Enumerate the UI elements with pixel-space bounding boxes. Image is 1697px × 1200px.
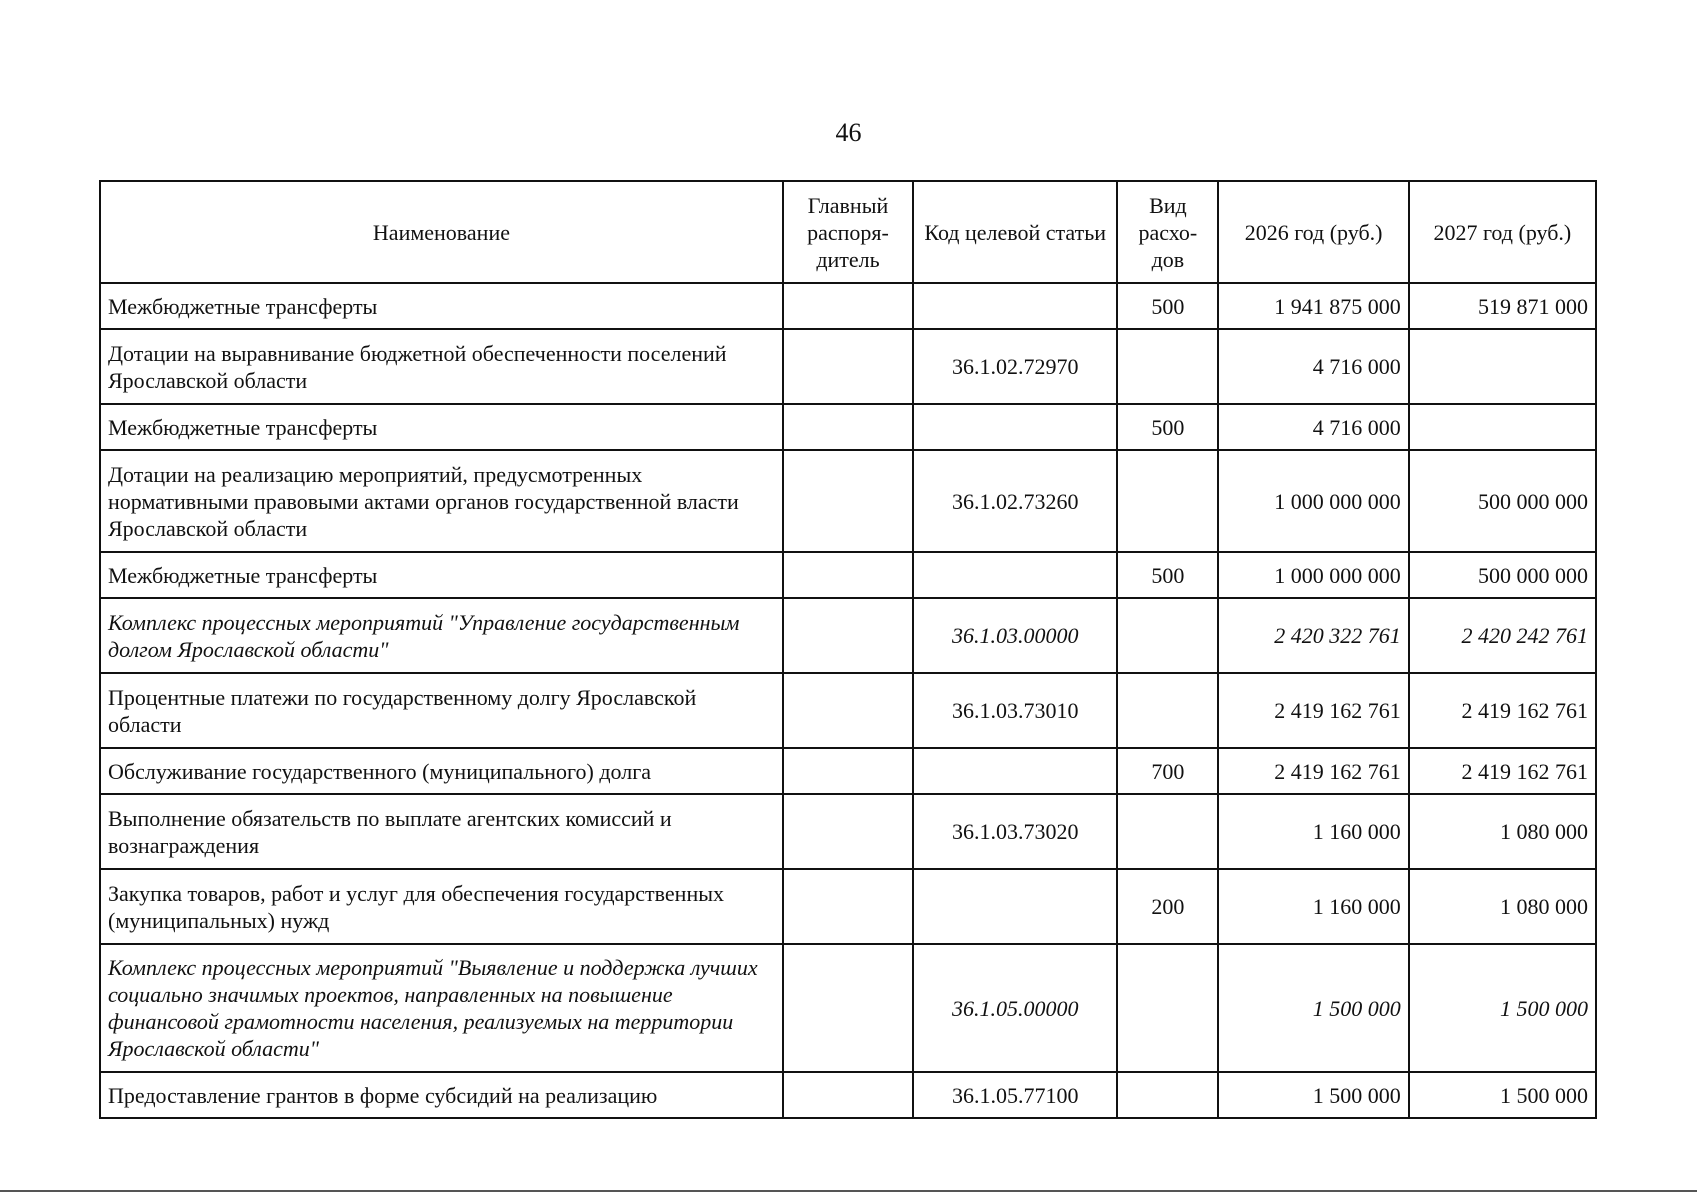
cell-name: Дотации на выравнивание бюджетной обеспеченности поселений Ярославской области [100, 329, 783, 404]
header-year-2026: 2026 год (руб.) [1218, 181, 1408, 283]
cell-name: Межбюджетные трансферты [100, 283, 783, 329]
cell-year-2027: 2 419 162 761 [1409, 673, 1596, 748]
table-row [100, 283, 1596, 329]
cell-manager [783, 552, 913, 598]
table-row [100, 944, 1596, 1072]
cell-kind [1117, 329, 1218, 404]
cell-kind [1117, 1072, 1218, 1118]
cell-year-2026: 4 716 000 [1218, 329, 1408, 404]
scan-edge-line [0, 1190, 1697, 1192]
cell-year-2026: 1 500 000 [1218, 944, 1408, 1072]
cell-kind: 500 [1117, 283, 1218, 329]
cell-kind [1117, 794, 1218, 869]
cell-code [913, 552, 1117, 598]
cell-name: Закупка товаров, работ и услуг для обеспечения государственных (муниципальных) нужд [100, 869, 783, 944]
header-kind: Вид расхо-дов [1117, 181, 1218, 283]
cell-name: Выполнение обязательств по выплате агентских комиссий и вознаграждения [100, 794, 783, 869]
cell-manager [783, 944, 913, 1072]
cell-manager [783, 450, 913, 552]
cell-code [913, 283, 1117, 329]
cell-year-2027: 500 000 000 [1409, 450, 1596, 552]
cell-kind: 500 [1117, 404, 1218, 450]
cell-code [913, 869, 1117, 944]
cell-manager [783, 283, 913, 329]
cell-manager [783, 1072, 913, 1118]
table-row [100, 1072, 1596, 1118]
cell-year-2026: 2 419 162 761 [1218, 748, 1408, 794]
cell-manager [783, 748, 913, 794]
cell-manager [783, 869, 913, 944]
cell-code [913, 404, 1117, 450]
table-row [100, 329, 1596, 404]
cell-manager [783, 404, 913, 450]
table-body [100, 283, 1596, 1118]
cell-name: Предоставление грантов в форме субсидий на реализацию [100, 1072, 783, 1118]
cell-year-2026: 2 419 162 761 [1218, 673, 1408, 748]
cell-year-2027: 1 080 000 [1409, 869, 1596, 944]
cell-year-2027: 2 419 162 761 [1409, 748, 1596, 794]
cell-year-2027 [1409, 404, 1596, 450]
cell-code: 36.1.03.00000 [913, 598, 1117, 673]
cell-name: Межбюджетные трансферты [100, 404, 783, 450]
cell-code: 36.1.03.73020 [913, 794, 1117, 869]
cell-year-2026: 1 000 000 000 [1218, 552, 1408, 598]
table-header-row [100, 181, 1596, 283]
header-code: Код целевой статьи [913, 181, 1117, 283]
table-row [100, 869, 1596, 944]
table-row [100, 673, 1596, 748]
cell-code: 36.1.03.73010 [913, 673, 1117, 748]
table-row [100, 794, 1596, 869]
cell-name: Межбюджетные трансферты [100, 552, 783, 598]
cell-kind: 500 [1117, 552, 1218, 598]
cell-manager [783, 673, 913, 748]
cell-code: 36.1.05.77100 [913, 1072, 1117, 1118]
cell-name: Обслуживание государственного (муниципального) долга [100, 748, 783, 794]
cell-manager [783, 794, 913, 869]
header-name: Наименование [100, 181, 783, 283]
page-number: 46 [835, 118, 862, 147]
cell-code: 36.1.02.73260 [913, 450, 1117, 552]
cell-name: Комплекс процессных мероприятий "Управление государственным долгом Ярославской области" [100, 598, 783, 673]
table-row [100, 450, 1596, 552]
cell-year-2026: 1 941 875 000 [1218, 283, 1408, 329]
cell-year-2026: 1 000 000 000 [1218, 450, 1408, 552]
cell-code [913, 748, 1117, 794]
cell-year-2027: 2 420 242 761 [1409, 598, 1596, 673]
header-manager: Главный распоря-дитель [783, 181, 913, 283]
budget-table [99, 180, 1597, 1119]
cell-year-2027 [1409, 329, 1596, 404]
cell-year-2026: 1 160 000 [1218, 794, 1408, 869]
table-row [100, 598, 1596, 673]
header-year-2027: 2027 год (руб.) [1409, 181, 1596, 283]
cell-year-2026: 1 160 000 [1218, 869, 1408, 944]
table-row [100, 552, 1596, 598]
cell-year-2026: 1 500 000 [1218, 1072, 1408, 1118]
cell-year-2027: 519 871 000 [1409, 283, 1596, 329]
cell-year-2027: 1 500 000 [1409, 1072, 1596, 1118]
cell-year-2027: 1 500 000 [1409, 944, 1596, 1072]
cell-code: 36.1.02.72970 [913, 329, 1117, 404]
cell-name: Дотации на реализацию мероприятий, предусмотренных нормативными правовыми актами органов государственной власти Ярославской области [100, 450, 783, 552]
cell-kind: 200 [1117, 869, 1218, 944]
cell-kind [1117, 944, 1218, 1072]
cell-manager [783, 329, 913, 404]
cell-kind [1117, 598, 1218, 673]
cell-year-2027: 1 080 000 [1409, 794, 1596, 869]
table-row [100, 404, 1596, 450]
table-row [100, 748, 1596, 794]
cell-name: Процентные платежи по государственному долгу Ярославской области [100, 673, 783, 748]
cell-year-2026: 4 716 000 [1218, 404, 1408, 450]
cell-year-2027: 500 000 000 [1409, 552, 1596, 598]
cell-kind [1117, 673, 1218, 748]
cell-kind: 700 [1117, 748, 1218, 794]
cell-name: Комплекс процессных мероприятий "Выявление и поддержка лучших социально значимых проектов, направленных на повышение финансовой грамотности населения, реализуемых на территории Ярославской области" [100, 944, 783, 1072]
cell-kind [1117, 450, 1218, 552]
cell-year-2026: 2 420 322 761 [1218, 598, 1408, 673]
cell-manager [783, 598, 913, 673]
cell-code: 36.1.05.00000 [913, 944, 1117, 1072]
